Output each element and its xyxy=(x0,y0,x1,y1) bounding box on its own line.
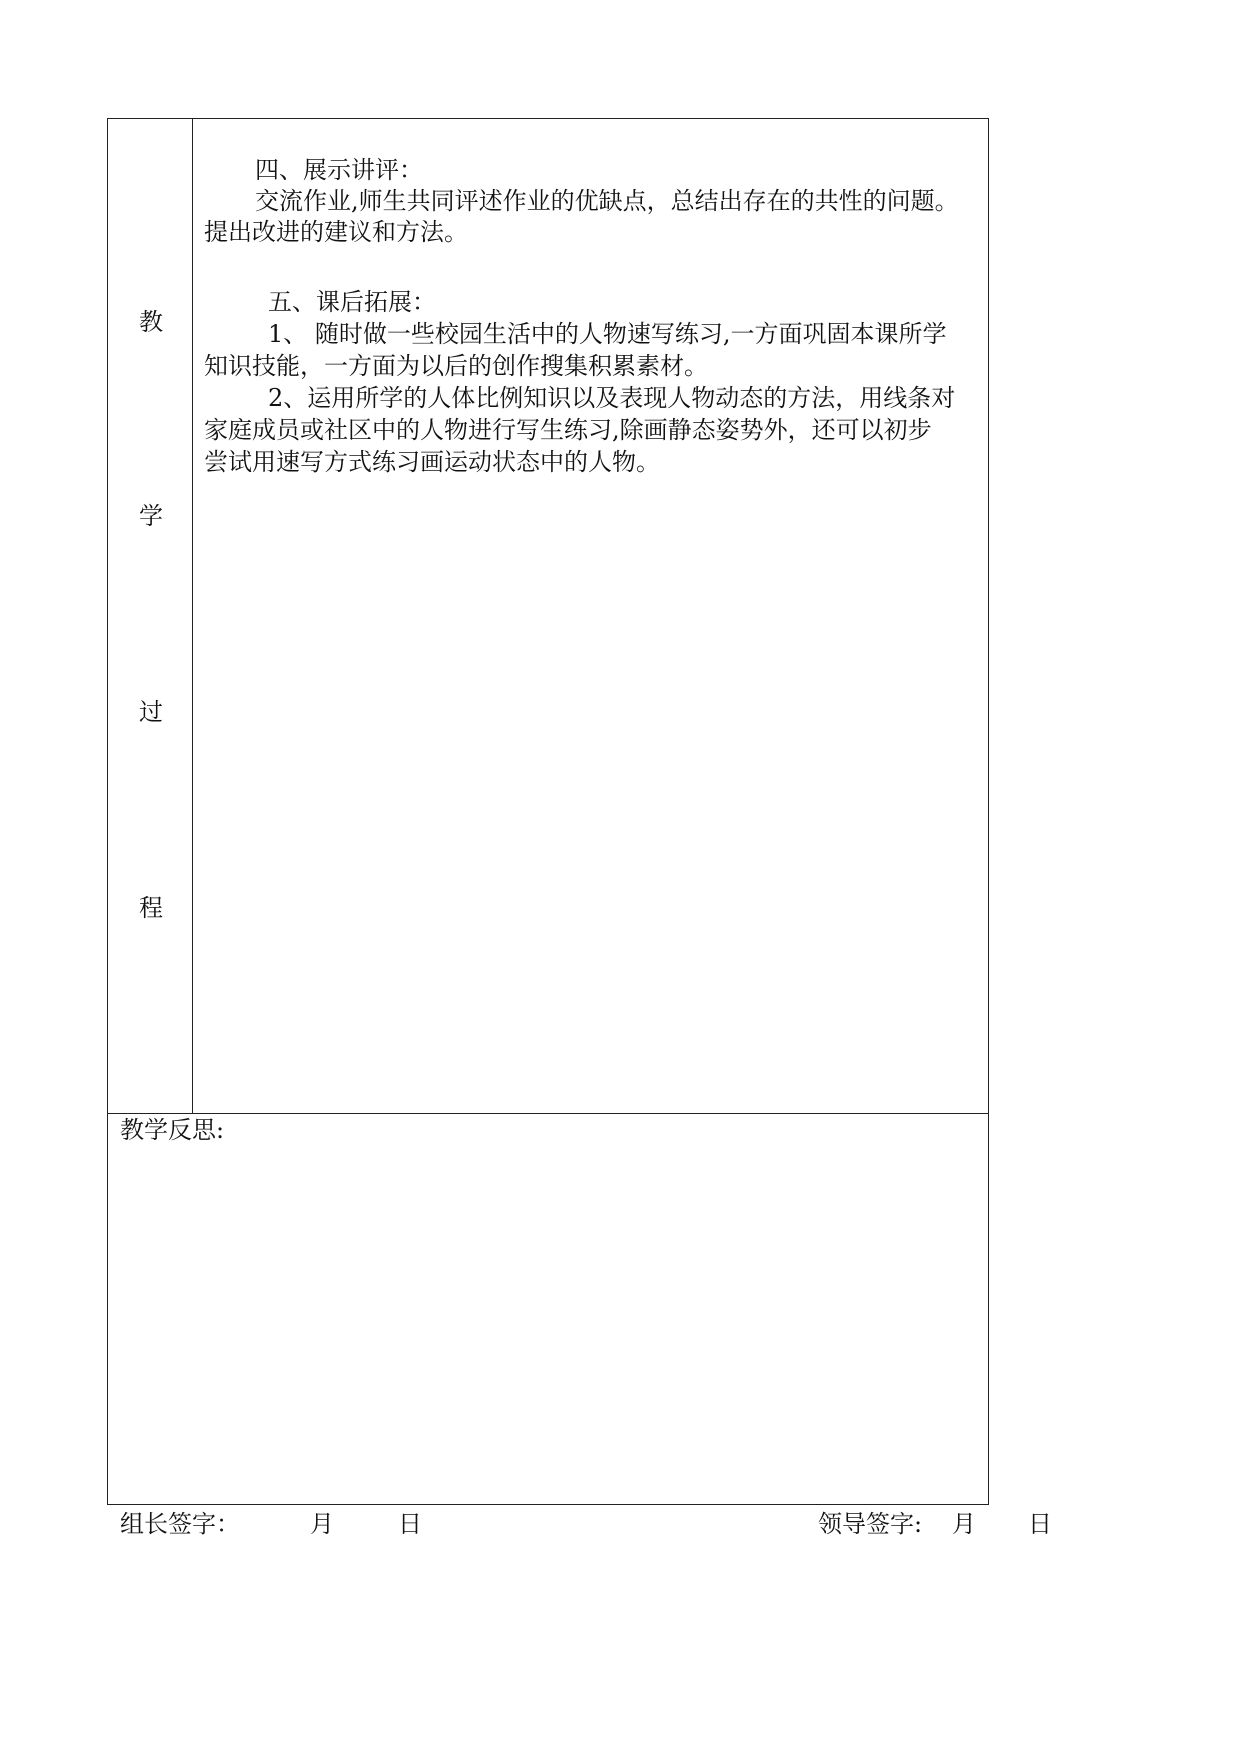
content-line: 2、运用所学的人体比例知识以及表现人物动态的方法，用线条对 xyxy=(268,384,956,412)
section-heading-after-class-extension: 五、课后拓展： xyxy=(268,288,436,316)
content-line: 提出改进的建议和方法。 xyxy=(204,218,468,246)
leader-signature-label: 领导签字: xyxy=(818,1510,923,1538)
section-heading-display-review: 四、展示讲评： xyxy=(255,156,423,184)
group-leader-month-label: 月 xyxy=(310,1510,334,1538)
content-line: 1、 随时做一些校园生活中的人物速写练习,一方面巩固本课所学 xyxy=(268,320,947,348)
leader-day-label: 日 xyxy=(1028,1510,1052,1538)
process-label-char-3: 过 xyxy=(139,698,163,726)
process-label-char-4: 程 xyxy=(139,894,163,922)
content-line: 尝试用速写方式练习画运动状态中的人物。 xyxy=(204,448,660,476)
leader-month-label: 月 xyxy=(952,1510,976,1538)
teaching-process-content-cell xyxy=(193,118,989,1114)
process-label-char-2: 学 xyxy=(139,502,163,530)
teaching-reflection-cell xyxy=(107,1113,989,1505)
group-leader-day-label: 日 xyxy=(398,1510,422,1538)
content-line: 交流作业,师生共同评述作业的优缺点，总结出存在的共性的问题。 xyxy=(255,187,959,215)
process-label-char-1: 教 xyxy=(139,308,163,336)
teaching-process-label-cell xyxy=(107,118,193,1114)
teaching-reflection-label: 教学反思: xyxy=(120,1116,225,1144)
group-leader-signature-label: 组长签字： xyxy=(120,1510,240,1538)
content-line: 家庭成员或社区中的人物进行写生练习,除画静态姿势外，还可以初步 xyxy=(204,416,932,444)
content-line: 知识技能，一方面为以后的创作搜集积累素材。 xyxy=(204,352,708,380)
